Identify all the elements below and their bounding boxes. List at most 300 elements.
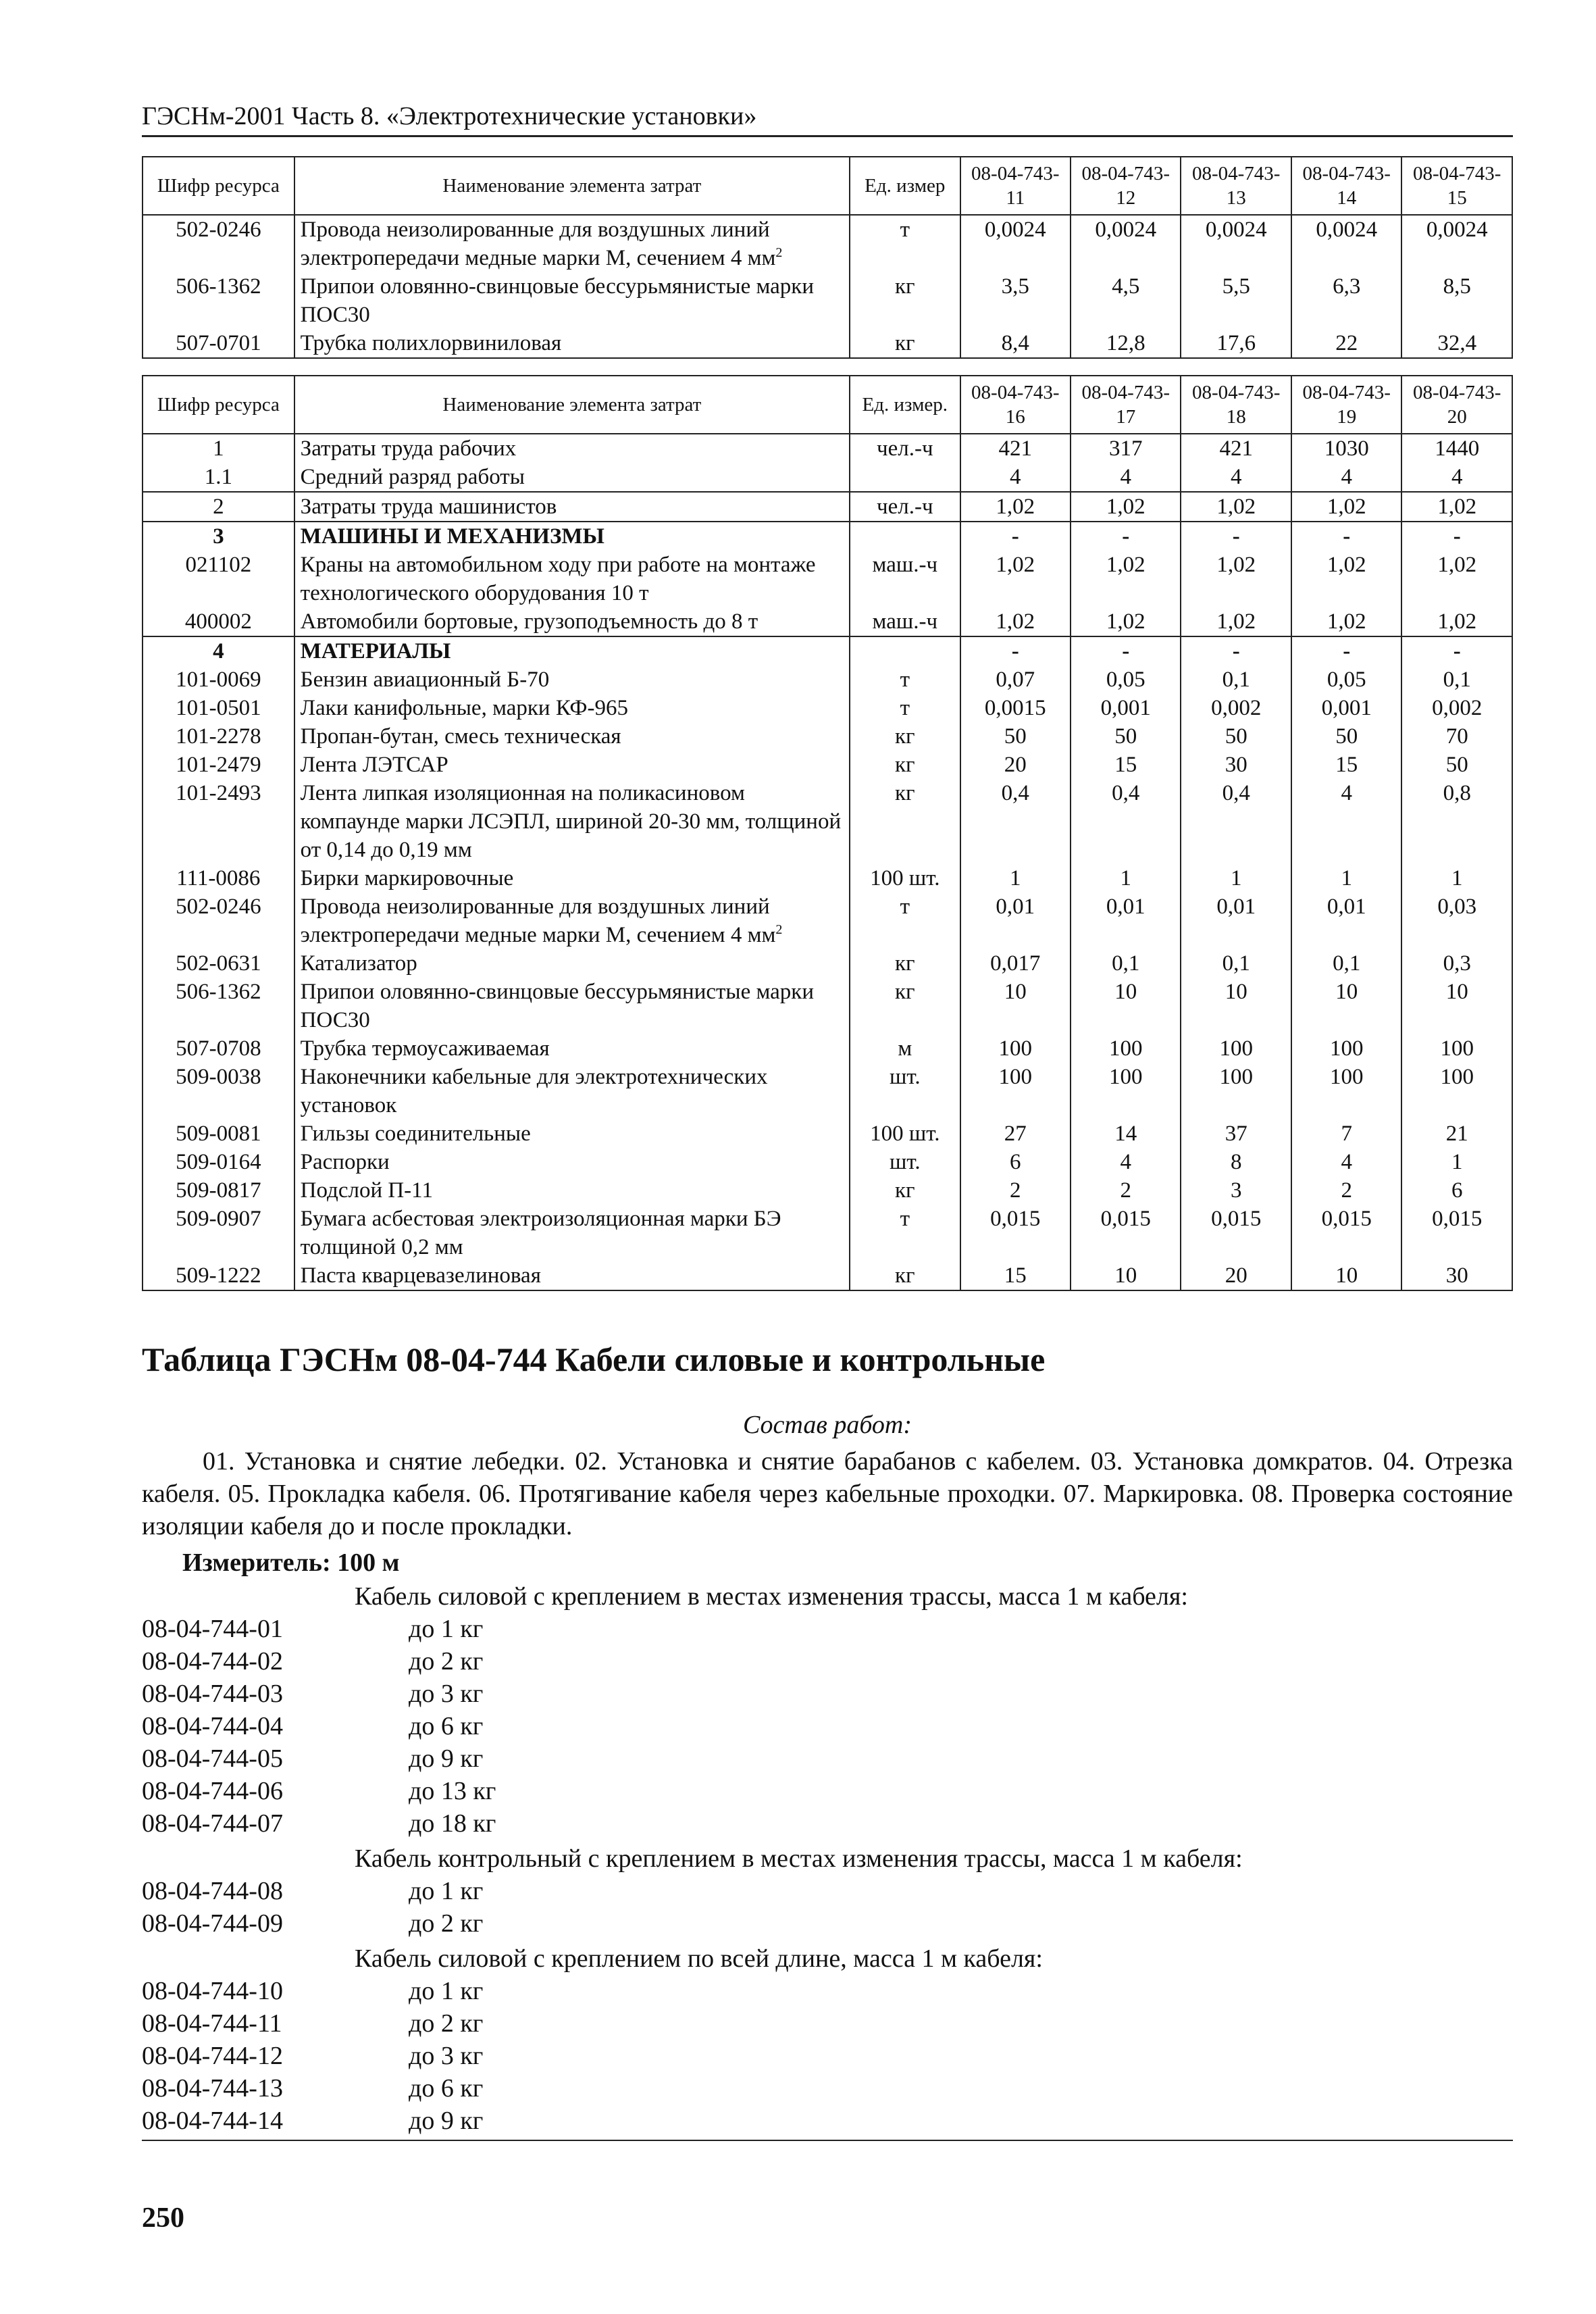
value-cell: - <box>1181 522 1291 551</box>
resource-table-2 <box>142 375 1513 1291</box>
list-item <box>142 1907 1513 1940</box>
value-cell: 10 <box>1291 978 1401 1034</box>
norm-code: 08-04-744-09 <box>142 1909 283 1938</box>
unit-cell: чел.-ч <box>850 434 960 463</box>
table-row <box>143 751 1512 779</box>
table-row <box>143 463 1512 492</box>
table-row <box>143 607 1512 636</box>
cost-element-name: Трубка термоусаживаемая <box>294 1034 850 1063</box>
column-header: Наименование элемента затрат <box>294 157 850 215</box>
value-cell: 1,02 <box>1071 551 1181 607</box>
value-cell: 0,03 <box>1401 892 1512 949</box>
value-cell: 70 <box>1401 722 1512 751</box>
value-cell: 7 <box>1291 1120 1401 1148</box>
list-item <box>142 2007 1513 2040</box>
value-cell: 100 <box>1401 1034 1512 1063</box>
value-cell: 15 <box>1291 751 1401 779</box>
value-cell: 0,8 <box>1401 779 1512 864</box>
cost-element-name: Бумага асбестовая электроизоляционная марки БЭ толщиной 0,2 мм <box>294 1205 850 1261</box>
value-cell: 10 <box>960 978 1071 1034</box>
value-cell: 1 <box>1071 864 1181 892</box>
value-cell: 8 <box>1181 1148 1291 1176</box>
unit-cell <box>850 522 960 551</box>
resource-code: 400002 <box>143 607 294 636</box>
norm-code: 08-04-744-10 <box>142 1977 283 2005</box>
norm-mass: до 3 кг <box>409 2042 484 2070</box>
table-row <box>143 1148 1512 1176</box>
value-cell: 6 <box>1401 1176 1512 1205</box>
table-header <box>143 157 1512 215</box>
cost-element-name: Бензин авиационный Б-70 <box>294 665 850 694</box>
value-cell: 1,02 <box>1401 551 1512 607</box>
group-title: Кабель силовой с креплением по всей длине, масса 1 м кабеля: <box>355 1944 1043 1973</box>
value-cell: 12,8 <box>1071 329 1181 358</box>
resource-table-1 <box>142 156 1513 359</box>
cost-element-name: МАТЕРИАЛЫ <box>294 636 850 665</box>
value-cell: 21 <box>1401 1120 1512 1148</box>
value-cell: 0,4 <box>960 779 1071 864</box>
value-cell: - <box>1401 636 1512 665</box>
value-cell: 4 <box>1291 1148 1401 1176</box>
norm-list <box>142 1580 1513 2137</box>
value-cell: - <box>960 636 1071 665</box>
resource-code: 101-2479 <box>143 751 294 779</box>
value-cell: 4 <box>1291 463 1401 492</box>
value-cell: 4,5 <box>1071 272 1181 329</box>
list-item <box>142 1613 1513 1645</box>
cost-element-name: Автомобили бортовые, грузоподъемность до 8 т <box>294 607 850 636</box>
value-cell: 100 <box>1181 1034 1291 1063</box>
table-row <box>143 1261 1512 1290</box>
value-cell: 100 <box>1291 1063 1401 1120</box>
column-header: 08-04-743-19 <box>1291 376 1401 434</box>
value-cell: - <box>1291 522 1401 551</box>
value-cell: - <box>1291 636 1401 665</box>
column-header: Ед. измер <box>850 157 960 215</box>
norm-mass: до 6 кг <box>409 1712 484 1740</box>
value-cell: 1,02 <box>1181 492 1291 522</box>
column-header: 08-04-743-11 <box>960 157 1071 215</box>
cost-element-name: Припои оловянно-свинцовые бессурьмянистые марки ПОС30 <box>294 272 850 329</box>
value-cell: 10 <box>1071 1261 1181 1290</box>
value-cell: 1,02 <box>1181 551 1291 607</box>
value-cell: 2 <box>960 1176 1071 1205</box>
norm-code: 08-04-744-11 <box>142 2009 282 2038</box>
value-cell: 50 <box>960 722 1071 751</box>
resource-code: 111-0086 <box>143 864 294 892</box>
value-cell: 0,3 <box>1401 949 1512 978</box>
value-cell: 0,015 <box>960 1205 1071 1261</box>
cost-element-name: Лента липкая изоляционная на поликасиновом компаунде марки ЛСЭПЛ, шириной 20-30 мм, толщиной от 0,14 до 0,19 мм <box>294 779 850 864</box>
group-title: Кабель силовой с креплением в местах изменения трассы, масса 1 м кабеля: <box>355 1582 1188 1611</box>
cost-element-name: Лента ЛЭТСАР <box>294 751 850 779</box>
table-row <box>143 492 1512 522</box>
cost-element-name: Бирки маркировочные <box>294 864 850 892</box>
value-cell: 3,5 <box>960 272 1071 329</box>
table-row <box>143 1034 1512 1063</box>
norm-mass: до 2 кг <box>409 1647 484 1676</box>
list-item <box>142 1975 1513 2007</box>
unit-cell: т <box>850 665 960 694</box>
norm-mass: до 6 кг <box>409 2074 484 2103</box>
column-header: Наименование элемента затрат <box>294 376 850 434</box>
value-cell: 0,01 <box>1181 892 1291 949</box>
table-row <box>143 636 1512 665</box>
list-item <box>142 2072 1513 2105</box>
value-cell: 2 <box>1071 1176 1181 1205</box>
table-row <box>143 551 1512 607</box>
table-row <box>143 215 1512 272</box>
table-row <box>143 434 1512 463</box>
value-cell: 20 <box>1181 1261 1291 1290</box>
cost-element-name: Пропан-бутан, смесь техническая <box>294 722 850 751</box>
resource-code: 509-0817 <box>143 1176 294 1205</box>
unit-cell <box>850 636 960 665</box>
table-row <box>143 1205 1512 1261</box>
cost-element-name: Подслой П-11 <box>294 1176 850 1205</box>
value-cell: 10 <box>1071 978 1181 1034</box>
list-item <box>142 1710 1513 1742</box>
table-header <box>143 376 1512 434</box>
column-header: 08-04-743-12 <box>1071 157 1181 215</box>
cost-element-name: Провода неизолированные для воздушных линий электропередачи медные марки М, сечением 4 $мм^2$ <box>294 215 850 272</box>
page-number: 250 <box>142 2203 184 2234</box>
norm-code: 08-04-744-05 <box>142 1744 283 1773</box>
resource-code: 101-2278 <box>143 722 294 751</box>
value-cell: 4 <box>1291 779 1401 864</box>
norm-mass: до 3 кг <box>409 1680 484 1708</box>
unit-cell: 100 шт. <box>850 1120 960 1148</box>
cost-element-name: Провода неизолированные для воздушных линий электропередачи медные марки М, сечением 4 $мм^2$ <box>294 892 850 949</box>
cost-element-name: Наконечники кабельные для электротехнических установок <box>294 1063 850 1120</box>
value-cell: 1440 <box>1401 434 1512 463</box>
value-cell: 1 <box>1401 864 1512 892</box>
table-row <box>143 522 1512 551</box>
value-cell: 0,0024 <box>1291 215 1401 272</box>
value-cell: 0,002 <box>1401 694 1512 722</box>
cost-element-name: Краны на автомобильном ходу при работе на монтаже технологического оборудования 10 т <box>294 551 850 607</box>
value-cell: 100 <box>1291 1034 1401 1063</box>
value-cell: 1,02 <box>1401 492 1512 522</box>
value-cell: 1,02 <box>960 551 1071 607</box>
unit-cell: кг <box>850 1261 960 1290</box>
value-cell: 0,1 <box>1181 949 1291 978</box>
value-cell: 317 <box>1071 434 1181 463</box>
column-header: Шифр ресурса <box>143 376 294 434</box>
value-cell: 20 <box>960 751 1071 779</box>
column-header: 08-04-743-17 <box>1071 376 1181 434</box>
unit-cell: кг <box>850 329 960 358</box>
value-cell: 4 <box>960 463 1071 492</box>
value-cell: 0,001 <box>1291 694 1401 722</box>
list-item <box>142 1742 1513 1775</box>
value-cell: 1,02 <box>1071 607 1181 636</box>
norm-code: 08-04-744-13 <box>142 2074 283 2103</box>
value-cell: 3 <box>1181 1176 1291 1205</box>
value-cell: - <box>1071 522 1181 551</box>
value-cell: 0,0024 <box>960 215 1071 272</box>
value-cell: 100 <box>1071 1034 1181 1063</box>
value-cell: 6 <box>960 1148 1071 1176</box>
document-page <box>142 101 1513 2234</box>
unit-cell: т <box>850 892 960 949</box>
resource-code: 502-0246 <box>143 892 294 949</box>
value-cell: 0,017 <box>960 949 1071 978</box>
resource-code: 1 <box>143 434 294 463</box>
norm-mass: до 13 кг <box>409 1777 496 1805</box>
cost-element-name: Затраты труда машинистов <box>294 492 850 522</box>
value-cell: 2 <box>1291 1176 1401 1205</box>
value-cell: 50 <box>1401 751 1512 779</box>
norm-mass: до 1 кг <box>409 1877 484 1905</box>
cost-element-name: МАШИНЫ И МЕХАНИЗМЫ <box>294 522 850 551</box>
cost-element-name: Распорки <box>294 1148 850 1176</box>
norm-code: 08-04-744-14 <box>142 2107 283 2135</box>
value-cell: 10 <box>1181 978 1291 1034</box>
value-cell: 421 <box>960 434 1071 463</box>
norm-code: 08-04-744-08 <box>142 1877 283 1905</box>
resource-code: 507-0701 <box>143 329 294 358</box>
value-cell: 100 <box>1071 1063 1181 1120</box>
value-cell: 421 <box>1181 434 1291 463</box>
table-row <box>143 1176 1512 1205</box>
value-cell: 100 <box>1401 1063 1512 1120</box>
value-cell: 10 <box>1291 1261 1401 1290</box>
column-header: 08-04-743-20 <box>1401 376 1512 434</box>
table-row <box>143 892 1512 949</box>
value-cell: 4 <box>1071 463 1181 492</box>
resource-code: 509-1222 <box>143 1261 294 1290</box>
norm-code: 08-04-744-01 <box>142 1615 283 1643</box>
value-cell: 37 <box>1181 1120 1291 1148</box>
value-cell: 0,1 <box>1181 665 1291 694</box>
resource-code: 507-0708 <box>143 1034 294 1063</box>
value-cell: 22 <box>1291 329 1401 358</box>
norm-mass: до 18 кг <box>409 1809 496 1838</box>
value-cell: 1,02 <box>1401 607 1512 636</box>
value-cell: 0,0024 <box>1071 215 1181 272</box>
meter-line: Измеритель: 100 м <box>182 1549 400 1577</box>
value-cell: 0,001 <box>1071 694 1181 722</box>
value-cell: 1,02 <box>1291 607 1401 636</box>
value-cell: - <box>960 522 1071 551</box>
cost-element-name: Катализатор <box>294 949 850 978</box>
resource-code: 509-0038 <box>143 1063 294 1120</box>
norm-code: 08-04-744-12 <box>142 2042 283 2070</box>
value-cell: 0,01 <box>960 892 1071 949</box>
table-row <box>143 329 1512 358</box>
column-header: Шифр ресурса <box>143 157 294 215</box>
value-cell: 1,02 <box>960 607 1071 636</box>
value-cell: 0,1 <box>1401 665 1512 694</box>
value-cell: 1 <box>960 864 1071 892</box>
unit-cell: шт. <box>850 1063 960 1120</box>
table-row <box>143 779 1512 864</box>
norm-code: 08-04-744-06 <box>142 1777 283 1805</box>
cost-element-name: Средний разряд работы <box>294 463 850 492</box>
value-cell: - <box>1181 636 1291 665</box>
end-rule <box>142 2140 1513 2141</box>
resource-code: 502-0246 <box>143 215 294 272</box>
norm-code: 08-04-744-07 <box>142 1809 283 1838</box>
cost-element-name: Трубка полихлорвиниловая <box>294 329 850 358</box>
value-cell: 6,3 <box>1291 272 1401 329</box>
table-body <box>143 215 1512 358</box>
value-cell: 50 <box>1071 722 1181 751</box>
superscript: 2 <box>775 922 783 937</box>
resource-code: 101-0069 <box>143 665 294 694</box>
value-cell: 1 <box>1291 864 1401 892</box>
table-body <box>143 434 1512 1290</box>
value-cell: - <box>1071 636 1181 665</box>
value-cell: 4 <box>1071 1148 1181 1176</box>
unit-cell: т <box>850 694 960 722</box>
value-cell: 0,015 <box>1181 1205 1291 1261</box>
resource-code: 509-0081 <box>143 1120 294 1148</box>
value-cell: 15 <box>1071 751 1181 779</box>
value-cell: 10 <box>1401 978 1512 1034</box>
list-item <box>142 2040 1513 2072</box>
value-cell: 27 <box>960 1120 1071 1148</box>
unit-cell: кг <box>850 949 960 978</box>
column-header: 08-04-743-15 <box>1401 157 1512 215</box>
value-cell: 100 <box>1181 1063 1291 1120</box>
unit-cell: маш.-ч <box>850 607 960 636</box>
list-item <box>142 1678 1513 1710</box>
unit-cell: кг <box>850 272 960 329</box>
norm-mass: до 2 кг <box>409 2009 484 2038</box>
column-header: 08-04-743-14 <box>1291 157 1401 215</box>
value-cell: 0,015 <box>1071 1205 1181 1261</box>
resource-code: 101-0501 <box>143 694 294 722</box>
value-cell: 0,05 <box>1071 665 1181 694</box>
unit-cell: 100 шт. <box>850 864 960 892</box>
list-item <box>142 1775 1513 1807</box>
resource-code: 506-1362 <box>143 272 294 329</box>
value-cell: 0,4 <box>1181 779 1291 864</box>
value-cell: 0,05 <box>1291 665 1401 694</box>
unit-cell: кг <box>850 722 960 751</box>
value-cell: 14 <box>1071 1120 1181 1148</box>
resource-code: 509-0907 <box>143 1205 294 1261</box>
resource-code: 502-0631 <box>143 949 294 978</box>
resource-code: 506-1362 <box>143 978 294 1034</box>
value-cell: 1 <box>1401 1148 1512 1176</box>
value-cell: 0,0015 <box>960 694 1071 722</box>
table-row <box>143 949 1512 978</box>
value-cell: 1 <box>1181 864 1291 892</box>
value-cell: 30 <box>1181 751 1291 779</box>
list-item <box>142 2105 1513 2137</box>
unit-cell: чел.-ч <box>850 492 960 522</box>
composition-text: 01. Установка и снятие лебедки. 02. Установка и снятие барабанов с кабелем. 03. Установка домкратов. 04. Отрезка кабеля. 05. Прокладка кабеля. 06. Протягивание кабеля через кабельные проходки. 07. Маркировка. 08. Проверка состояние изоляции кабеля до и после прокладки. <box>142 1447 1513 1540</box>
value-cell: 1,02 <box>1291 492 1401 522</box>
cost-element-name: Припои оловянно-свинцовые бессурьмянистые марки ПОС30 <box>294 978 850 1034</box>
superscript: 2 <box>775 245 783 260</box>
value-cell: 50 <box>1181 722 1291 751</box>
cost-element-name: Лаки канифольные, марки КФ-965 <box>294 694 850 722</box>
table-row <box>143 665 1512 694</box>
value-cell: 1,02 <box>1291 551 1401 607</box>
value-cell: 1,02 <box>1071 492 1181 522</box>
value-cell: 100 <box>960 1063 1071 1120</box>
unit-cell: кг <box>850 978 960 1034</box>
value-cell: 0,07 <box>960 665 1071 694</box>
unit-cell: м <box>850 1034 960 1063</box>
column-header: 08-04-743-13 <box>1181 157 1291 215</box>
value-cell: 4 <box>1401 463 1512 492</box>
value-cell: 0,002 <box>1181 694 1291 722</box>
value-cell: - <box>1401 522 1512 551</box>
resource-code: 1.1 <box>143 463 294 492</box>
norm-code: 08-04-744-02 <box>142 1647 283 1676</box>
value-cell: 8,5 <box>1401 272 1512 329</box>
unit-cell <box>850 463 960 492</box>
cost-element-name: Паста кварцевазелиновая <box>294 1261 850 1290</box>
resource-code: 2 <box>143 492 294 522</box>
value-cell: 0,01 <box>1291 892 1401 949</box>
table-row <box>143 864 1512 892</box>
unit-cell: т <box>850 215 960 272</box>
value-cell: 4 <box>1181 463 1291 492</box>
running-title: ГЭСНм-2001 Часть 8. «Электротехнические установки» <box>142 101 1513 137</box>
list-item <box>142 1645 1513 1678</box>
value-cell: 0,015 <box>1401 1205 1512 1261</box>
table-row <box>143 722 1512 751</box>
norm-mass: до 1 кг <box>409 1615 484 1643</box>
value-cell: 5,5 <box>1181 272 1291 329</box>
composition-caption: Состав работ: <box>742 1411 912 1439</box>
table-row <box>143 694 1512 722</box>
resource-code: 3 <box>143 522 294 551</box>
value-cell: 0,0024 <box>1181 215 1291 272</box>
norm-mass: до 9 кг <box>409 2107 484 2135</box>
unit-cell: маш.-ч <box>850 551 960 607</box>
value-cell: 0,01 <box>1071 892 1181 949</box>
cost-element-name: Гильзы соединительные <box>294 1120 850 1148</box>
unit-cell: кг <box>850 779 960 864</box>
value-cell: 1030 <box>1291 434 1401 463</box>
table-row <box>143 272 1512 329</box>
value-cell: 17,6 <box>1181 329 1291 358</box>
value-cell: 0,4 <box>1071 779 1181 864</box>
cost-element-name: Затраты труда рабочих <box>294 434 850 463</box>
value-cell: 1,02 <box>1181 607 1291 636</box>
unit-cell: т <box>850 1205 960 1261</box>
unit-cell: шт. <box>850 1148 960 1176</box>
column-header: 08-04-743-16 <box>960 376 1071 434</box>
value-cell: 0,1 <box>1291 949 1401 978</box>
value-cell: 50 <box>1291 722 1401 751</box>
value-cell: 8,4 <box>960 329 1071 358</box>
list-item <box>142 1875 1513 1907</box>
resource-code: 021102 <box>143 551 294 607</box>
list-item <box>142 1807 1513 1840</box>
value-cell: 0,015 <box>1291 1205 1401 1261</box>
value-cell: 1,02 <box>960 492 1071 522</box>
value-cell: 0,0024 <box>1401 215 1512 272</box>
norm-mass: до 9 кг <box>409 1744 484 1773</box>
section-title: Таблица ГЭСНм 08-04-744 Кабели силовые и контрольные <box>142 1340 1046 1378</box>
resource-code: 101-2493 <box>143 779 294 864</box>
column-header: 08-04-743-18 <box>1181 376 1291 434</box>
norm-code: 08-04-744-03 <box>142 1680 283 1708</box>
norm-mass: до 2 кг <box>409 1909 484 1938</box>
value-cell: 32,4 <box>1401 329 1512 358</box>
unit-cell: кг <box>850 751 960 779</box>
column-header: Ед. измер. <box>850 376 960 434</box>
group-title: Кабель контрольный с креплением в местах изменения трассы, масса 1 м кабеля: <box>355 1844 1243 1873</box>
